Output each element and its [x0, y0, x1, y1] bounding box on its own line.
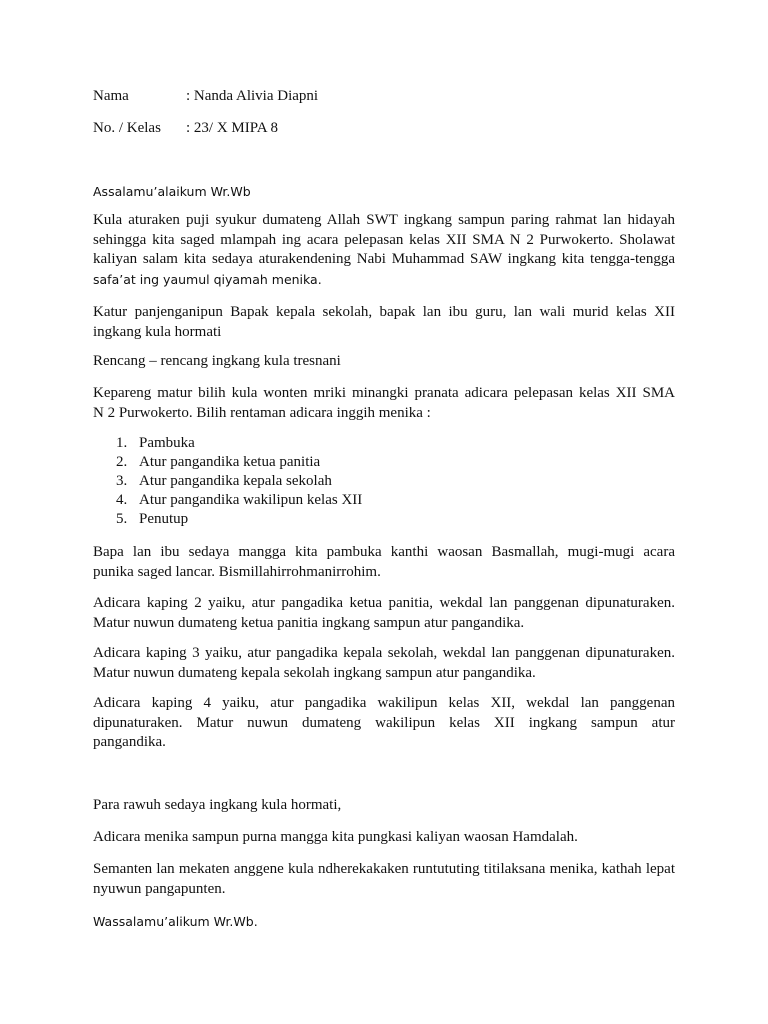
agenda-number: 5. — [116, 511, 128, 527]
agenda-number: 4. — [116, 492, 128, 508]
paragraph-opening — [93, 211, 675, 289]
paragraph-line: nyuwun pangapunten. — [93, 880, 226, 897]
paragraph-agenda-4 — [93, 694, 675, 753]
paragraph-agenda-3 — [93, 644, 675, 683]
agenda-number: 2. — [116, 454, 128, 470]
paragraph-line: punika saged lancar. Bismillahirrohmanirrohim. — [93, 563, 381, 580]
paragraph-agenda-2 — [93, 594, 675, 633]
paragraph-intro — [93, 384, 675, 423]
paragraph-line: sehingga kita saged mlampah ing acara pelepasan kelas XII SMA N 2 Purwokerto. Sholawat — [93, 231, 675, 248]
agenda-item — [116, 491, 362, 510]
class-label: No. / Kelas — [93, 120, 161, 136]
paragraph-line: Bapa lan ibu sedaya mangga kita pambuka kanthi waosan Basmallah, mugi-mugi acara — [93, 544, 675, 560]
paragraph-apology — [93, 860, 675, 899]
paragraph-closing-hamdalah: Adicara menika sampun purna mangga kita pungkasi kaliyan waosan Hamdalah. — [93, 829, 578, 845]
name-value: : Nanda Alivia Diapni — [186, 88, 319, 104]
paragraph-line: N 2 Purwokerto. Bilih rentaman adicara inggih menika : — [93, 404, 431, 421]
closing-salutation: Wassalamu’alikum Wr.Wb. — [93, 914, 258, 929]
paragraph-line: safa’at ing yaumul qiyamah menika. — [93, 271, 322, 287]
paragraph-line: pangandika. — [93, 734, 166, 750]
paragraph-line: Semanten lan mekaten anggene kula ndherekakaken runtututing titilaksana menika, kathah lepat — [93, 861, 675, 877]
agenda-item — [116, 510, 362, 529]
agenda-item — [116, 472, 362, 491]
paragraph-line: Kepareng matur bilih kula wonten mriki minangki pranata adicara pelepasan kelas XII SMA — [93, 385, 675, 401]
agenda-text: Atur pangandika wakilipun kelas XII — [139, 492, 363, 508]
paragraph-line: Adicara kaping 3 yaiku, atur pangadika kepala sekolah, wekdal lan panggenan dipunaturaken. — [93, 645, 675, 661]
paragraph-address — [93, 303, 675, 342]
agenda-list — [116, 434, 362, 529]
paragraph-line: Kula aturaken puji syukur dumateng Allah SWT ingkang sampun paring rahmat lan hidayah — [93, 212, 675, 228]
greeting: Assalamu’alaikum Wr.Wb — [93, 184, 251, 199]
agenda-item — [116, 434, 362, 453]
paragraph-line: ingkang kula hormati — [93, 323, 222, 340]
agenda-text: Atur pangandika kepala sekolah — [139, 473, 332, 489]
class-value: : 23/ X MIPA 8 — [186, 120, 278, 136]
paragraph-line: Adicara kaping 4 yaiku, atur pangadika wakilipun kelas XII, wekdal lan panggenan — [93, 695, 675, 711]
agenda-text: Pambuka — [139, 435, 195, 451]
paragraph-line: Katur panjenganipun Bapak kepala sekolah, bapak lan ibu guru, lan wali murid kelas XII — [93, 304, 675, 320]
agenda-item — [116, 453, 362, 472]
agenda-number: 3. — [116, 473, 128, 489]
paragraph-audience: Para rawuh sedaya ingkang kula hormati, — [93, 797, 342, 813]
paragraph-line: dipunaturaken. Matur nuwun dumateng wakilipun kelas XII ingkang sampun atur — [93, 714, 675, 731]
paragraph-line: Matur nuwun dumateng ketua panitia ingkang sampun atur pangandika. — [93, 614, 525, 631]
name-label: Nama — [93, 88, 129, 104]
paragraph-line: Adicara kaping 2 yaiku, atur pangadika ketua panitia, wekdal lan panggenan dipunaturaken. — [93, 595, 675, 611]
paragraph-basmallah — [93, 543, 675, 582]
paragraph-line: kaliyan salam kita sedaya aturakendening Nabi Muhammad SAW ingkang kita tengga-tengga — [93, 251, 675, 267]
agenda-text: Penutup — [139, 511, 189, 527]
agenda-number: 1. — [116, 435, 128, 451]
paragraph-line: Matur nuwun dumateng kepala sekolah ingkang sampun atur pangandika. — [93, 664, 536, 681]
agenda-text: Atur pangandika ketua panitia — [139, 454, 321, 470]
paragraph-friends: Rencang – rencang ingkang kula tresnani — [93, 353, 341, 369]
